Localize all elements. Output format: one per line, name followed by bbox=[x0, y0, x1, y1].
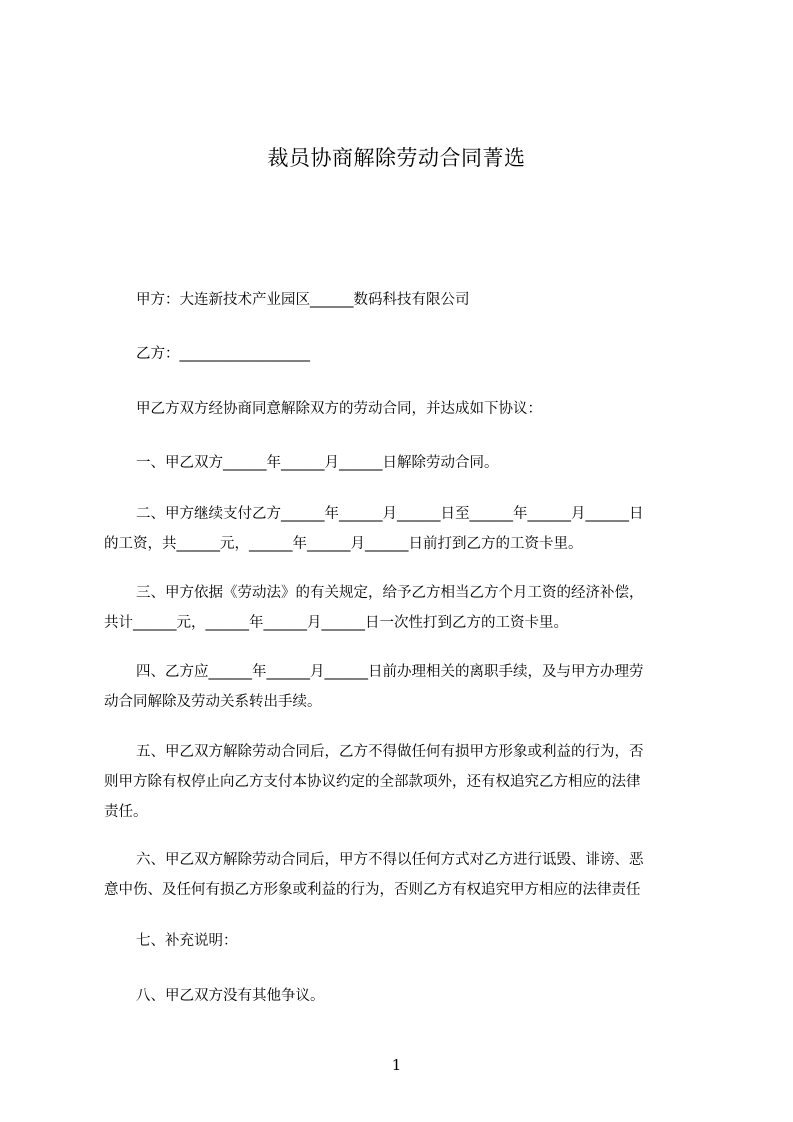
clause-3-line-1: 三、甲方依据《劳动法》的有关规定，给予乙方相当乙方个月工资的经济补偿， bbox=[136, 585, 644, 601]
clause-4 bbox=[104, 657, 704, 717]
document-title: 裁员协商解除劳动合同菁选 bbox=[267, 146, 526, 170]
clause-4-line-2: 动合同解除及劳动关系转出手续。 bbox=[104, 694, 322, 710]
clause-1: 一、甲乙双方______年______月______日解除劳动合同。 bbox=[136, 455, 499, 471]
clause-6-line-1: 六、甲乙双方解除劳动合同后，甲方不得以任何方式对乙方进行诋毁、诽谤、恶 bbox=[136, 852, 644, 868]
intro-paragraph: 甲乙方双方经协商同意解除双方的劳动合同，并达成如下协议： bbox=[136, 401, 542, 417]
clause-5-line-1: 五、甲乙双方解除劳动合同后，乙方不得做任何有损甲方形象或利益的行为，否 bbox=[136, 744, 644, 760]
clause-3-line-2: 共计______元，______年______月______日一次性打到乙方的工资卡里。 bbox=[104, 615, 568, 631]
clause-5 bbox=[104, 737, 704, 827]
clause-2-line-2: 的工资，共______元，______年______月______日前打到乙方的工资卡里。 bbox=[104, 536, 583, 552]
page-number: 1 bbox=[391, 1056, 402, 1074]
clause-2-line-1: 二、甲方继续支付乙方______年______月______日至______年______月______日 bbox=[136, 506, 644, 522]
clause-5-line-2: 则甲方除有权停止向乙方支付本协议约定的全部款项外，还有权追究乙方相应的法律 bbox=[104, 774, 641, 790]
clause-8: 八、甲乙双方没有其他争议。 bbox=[136, 988, 325, 1004]
clause-6 bbox=[104, 845, 704, 905]
clause-3 bbox=[104, 578, 704, 638]
clause-2 bbox=[104, 499, 704, 559]
clause-7: 七、补充说明： bbox=[136, 933, 238, 949]
party-b-line: 乙方：__________________ bbox=[136, 346, 310, 362]
clause-5-line-3: 责任。 bbox=[104, 804, 148, 820]
clause-4-line-1: 四、乙方应______年______月______日前办理相关的离职手续，及与甲方办理劳 bbox=[136, 664, 644, 680]
clause-6-line-2: 意中伤、及任何有损乙方形象或利益的行为，否则乙方有权追究甲方相应的法律责任 bbox=[104, 882, 641, 898]
party-a-line: 甲方：大连新技术产业园区______数码科技有限公司 bbox=[136, 292, 470, 308]
